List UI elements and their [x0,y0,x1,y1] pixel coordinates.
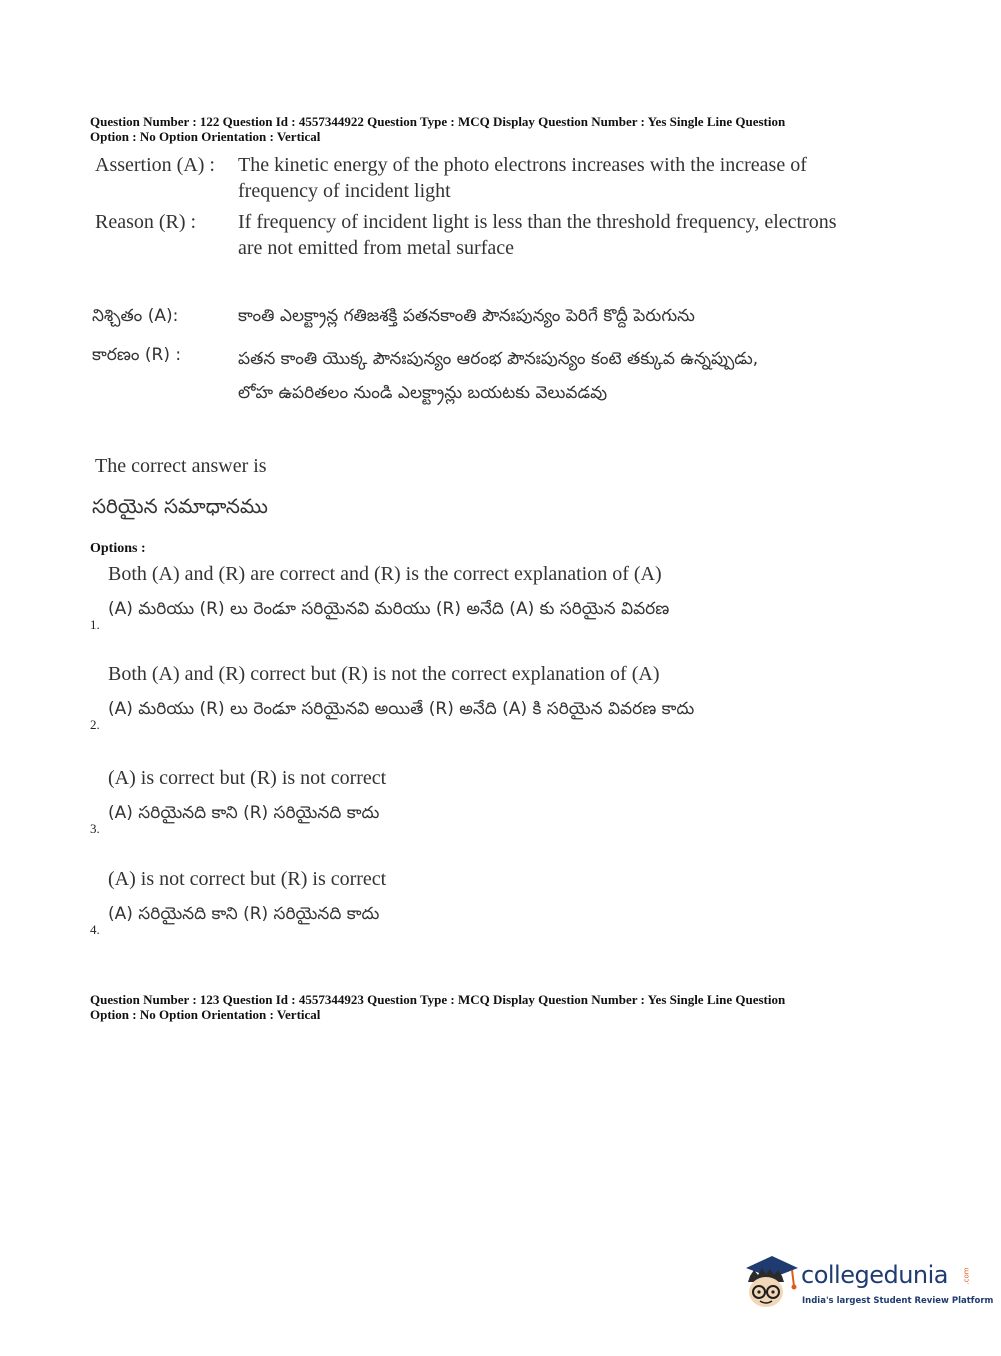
question-122-meta [90,114,910,144]
telugu-assertion-label: నిశ్చితం (A): [92,306,179,326]
options-heading: Options : [90,541,146,556]
option-number: 4. [90,922,100,937]
option-number: 3. [90,821,100,836]
question-meta-line: Question Number : 123 Question Id : 4557344923 Question Type : MCQ Display Question Number : Yes Single Line Question [90,992,786,1007]
option-number: 2. [90,717,100,732]
reason-label: Reason (R) : [95,211,197,233]
correct-answer-label: The correct answer is [95,455,267,477]
question-123-meta [90,992,910,1022]
assertion-text [238,152,878,204]
option-text-telugu: (A) మరియు (R) లు రెండూ సరియైనవి మరియు (R) అనేది (A) కు సరియైన వివరణ [108,599,670,619]
logo-wordmark: collegedunia [801,1261,949,1289]
mascot-icon [740,1250,800,1312]
reason-line: are not emitted from metal surface [238,237,514,259]
assertion-line: The kinetic energy of the photo electrons increases with the increase of [238,154,807,176]
option-2[interactable] [90,663,850,743]
option-text: Both (A) and (R) are correct and (R) is the correct explanation of (A) [108,563,662,585]
reason-text [238,209,878,261]
logo-tagline: India's largest Student Review Platform [802,1296,994,1306]
reason-line: If frequency of incident light is less than the threshold frequency, electrons [238,211,837,233]
assertion-label: Assertion (A) : [95,154,215,176]
assertion-block [0,152,1001,212]
option-text-telugu: (A) సరియైనది కాని (R) సరియైనది కాదు [108,803,380,823]
question-meta-line: Question Number : 122 Question Id : 4557344922 Question Type : MCQ Display Question Number : Yes Single Line Question [90,114,786,129]
option-number: 1. [90,617,100,632]
option-text: (A) is not correct but (R) is correct [108,868,387,890]
option-text-telugu: (A) సరియైనది కాని (R) సరియైనది కాదు [108,904,380,924]
question-meta-line: Option : No Option Orientation : Vertical [90,129,321,144]
question-meta-line: Option : No Option Orientation : Vertical [90,1007,321,1022]
reason-block [0,209,1001,269]
telugu-reason-block [0,342,1001,412]
logo-dotcom: .com [962,1267,971,1285]
option-1[interactable] [90,563,850,643]
option-text: (A) is correct but (R) is not correct [108,767,387,789]
telugu-assertion-text: కాంతి ఎలక్ట్రాన్ల గతిజశక్తి పతనకాంతి పౌనఃపున్యం పెరిగే కొద్దీ పెరుగును [238,306,695,326]
assertion-line: frequency of incident light [238,180,451,202]
telugu-reason-line: లోహ ఉపరితలం నుండి ఎలక్ట్రాన్లు బయటకు వెలువడవు [238,383,608,403]
collegedunia-logo [740,1250,994,1315]
telugu-assertion-block [0,303,1001,333]
option-4[interactable] [90,868,850,948]
correct-answer-label-telugu: సరియైన సమాధానము [92,494,268,518]
option-text-telugu: (A) మరియు (R) లు రెండూ సరియైనవి అయితే (R) అనేది (A) కి సరియైన వివరణ కాదు [108,699,695,719]
telugu-reason-text [238,342,878,410]
telugu-reason-label: కారణం (R) : [92,345,182,365]
option-3[interactable] [90,767,850,847]
option-text: Both (A) and (R) correct but (R) is not the correct explanation of (A) [108,663,660,685]
telugu-reason-line: పతన కాంతి యొక్క పౌనఃపున్యం ఆరంభ పౌనఃపున్యం కంటె తక్కువ ఉన్నప్పుడు, [238,349,759,369]
